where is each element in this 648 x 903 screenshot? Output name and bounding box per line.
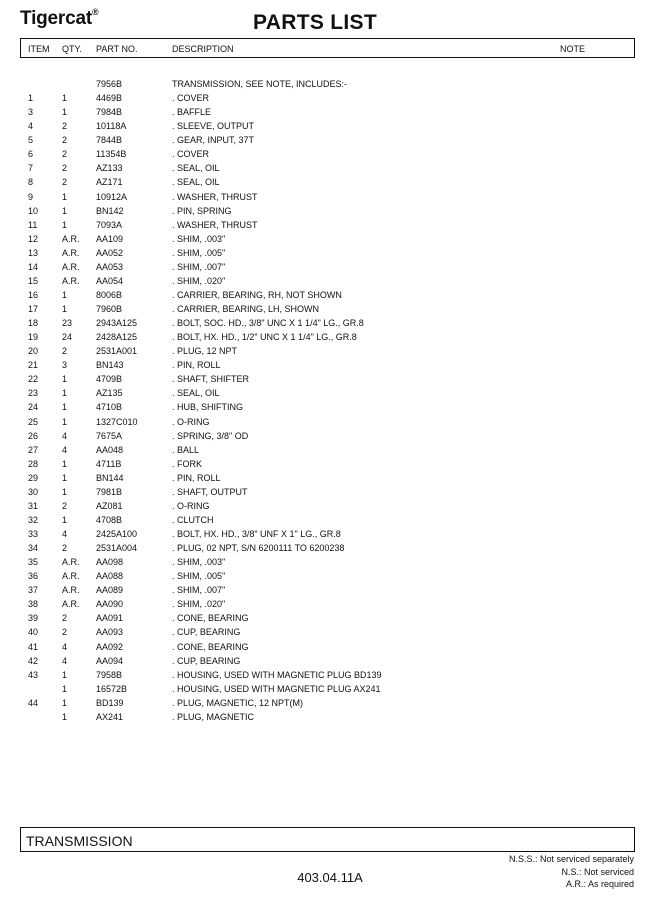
part-number: 2531A001 — [96, 346, 138, 357]
item-number: 42 — [28, 655, 39, 666]
description: . O-RING — [172, 500, 210, 511]
table-row — [0, 541, 648, 555]
part-number: AA109 — [96, 233, 124, 244]
item-number: 8 — [28, 177, 34, 188]
description: . PIN, ROLL — [172, 360, 221, 371]
quantity: A.R. — [62, 571, 80, 582]
item-number: 29 — [28, 472, 39, 483]
part-number: BN143 — [96, 360, 124, 371]
table-row — [0, 77, 648, 91]
quantity: 4 — [62, 444, 68, 455]
description: . CONE, BEARING — [172, 641, 249, 652]
column-header — [20, 38, 635, 58]
item-number: 11 — [28, 219, 38, 230]
item-number: 38 — [28, 599, 39, 610]
table-row — [0, 415, 648, 429]
description: . SHIM, .007" — [172, 585, 226, 596]
part-number: AA088 — [96, 571, 124, 582]
item-number: 20 — [28, 346, 39, 357]
item-number: 6 — [28, 149, 34, 160]
item-number: 1 — [28, 93, 34, 104]
legend-ar: A.R.: As required — [565, 879, 634, 889]
table-row — [0, 640, 648, 654]
description: . SHIM, .020" — [172, 599, 226, 610]
table-row — [0, 597, 648, 611]
table-row — [0, 119, 648, 133]
part-number: 16572B — [96, 683, 128, 694]
description: . HUB, SHIFTING — [172, 402, 244, 413]
quantity: 2 — [62, 500, 68, 511]
description: . SPRING, 3/8" OD — [172, 430, 249, 441]
table-row — [0, 316, 648, 330]
column-header-note: NOTE — [560, 44, 586, 54]
description: . SEAL, OIL — [172, 177, 220, 188]
table-row — [0, 611, 648, 625]
item-number: 39 — [28, 613, 39, 624]
description: . SHIM, .007" — [172, 261, 226, 272]
table-row — [0, 499, 648, 513]
description: . CLUTCH — [172, 514, 214, 525]
part-number: AA098 — [96, 557, 124, 568]
quantity: A.R. — [62, 275, 80, 286]
item-number: 35 — [28, 557, 39, 568]
legend-ns: N.S.: Not serviced — [561, 866, 634, 877]
quantity: 2 — [62, 627, 68, 638]
item-number: 32 — [28, 514, 39, 525]
table-row — [0, 358, 648, 372]
part-number: BN144 — [96, 472, 124, 483]
item-number: 21 — [28, 360, 39, 371]
item-number: 17 — [28, 304, 39, 314]
quantity: 4 — [62, 430, 68, 441]
item-number: 41 — [28, 641, 39, 652]
table-row — [0, 105, 648, 119]
table-row — [0, 625, 648, 639]
item-number: 4 — [28, 121, 34, 132]
description: . O-RING — [172, 416, 210, 427]
quantity: 1 — [62, 486, 68, 497]
part-number: 8006B — [96, 289, 123, 300]
description: . COVER — [172, 149, 210, 160]
column-header-item: ITEM — [28, 44, 50, 54]
table-row — [0, 204, 648, 218]
description: . BOLT, HX. HD., 1/2" UNC X 1 1/4" LG., GR.8 — [172, 332, 357, 343]
quantity: 3 — [62, 360, 68, 371]
section-title-box — [20, 827, 635, 852]
description: . SEAL, OIL — [172, 388, 220, 399]
part-number: AA093 — [96, 627, 124, 638]
quantity: 1 — [62, 711, 68, 722]
item-number: 37 — [28, 585, 39, 596]
description: . PIN, ROLL — [172, 472, 221, 483]
part-number: 7981B — [96, 486, 123, 497]
quantity: 1 — [62, 458, 68, 469]
item-number: 31 — [28, 500, 39, 511]
table-row — [0, 260, 648, 274]
description: . CARRIER, BEARING, LH, SHOWN — [172, 304, 320, 314]
part-number: AZ133 — [96, 163, 123, 174]
part-number: AZ171 — [96, 177, 123, 188]
item-number: 18 — [28, 318, 39, 329]
table-row — [0, 513, 648, 527]
table-row — [0, 330, 648, 344]
quantity: 1 — [62, 374, 68, 385]
description: . BOLT, HX. HD., 3/8" UNF X 1" LG., GR.8 — [172, 529, 341, 539]
column-header-part-no: PART NO. — [96, 44, 138, 54]
item-number: 23 — [28, 388, 39, 399]
quantity: 4 — [62, 641, 68, 652]
part-number: 2428A125 — [96, 332, 138, 343]
table-row — [0, 175, 648, 189]
table-row — [0, 583, 648, 597]
table-row — [0, 668, 648, 682]
item-number: 5 — [28, 135, 34, 146]
description: . WASHER, THRUST — [172, 219, 258, 230]
description: . BALL — [172, 444, 200, 455]
table-row — [0, 443, 648, 457]
column-header-qty: QTY. — [62, 44, 82, 54]
item-number: 9 — [28, 191, 34, 202]
column-header-description: DESCRIPTION — [172, 44, 234, 54]
description: . SHIM, .003" — [172, 233, 226, 244]
quantity: 2 — [62, 613, 68, 624]
item-number: 24 — [28, 402, 39, 413]
quantity: 4 — [62, 529, 68, 539]
description: . CUP, BEARING — [172, 627, 241, 638]
description: . BOLT, SOC. HD., 3/8" UNC X 1 1/4" LG., GR.8 — [172, 318, 364, 329]
quantity: 24 — [62, 332, 73, 343]
table-row — [0, 288, 648, 302]
table-row — [0, 485, 648, 499]
quantity: 1 — [62, 219, 68, 230]
description: . PLUG, 12 NPT — [172, 346, 238, 357]
part-number: 7960B — [96, 304, 123, 314]
part-number: 2943A125 — [96, 318, 138, 329]
description: . HOUSING, USED WITH MAGNETIC PLUG AX241 — [172, 683, 381, 694]
table-row — [0, 161, 648, 175]
part-number: AA089 — [96, 585, 124, 596]
item-number: 34 — [28, 543, 39, 554]
item-number: 27 — [28, 444, 39, 455]
quantity: 23 — [62, 318, 73, 329]
description: . BAFFLE — [172, 107, 212, 118]
table-row — [0, 91, 648, 105]
part-number: AA090 — [96, 599, 124, 610]
quantity: 1 — [62, 304, 68, 314]
table-row — [0, 555, 648, 569]
table-row — [0, 274, 648, 288]
part-number: 4469B — [96, 93, 123, 104]
part-number: 7675A — [96, 430, 123, 441]
item-number: 26 — [28, 430, 39, 441]
part-number: AA091 — [96, 613, 124, 624]
description: . PIN, SPRING — [172, 205, 232, 216]
section-title: TRANSMISSION — [26, 833, 133, 849]
quantity: 2 — [62, 163, 68, 174]
table-row — [0, 527, 648, 541]
item-number: 33 — [28, 529, 39, 539]
description: . SHIM, .003" — [172, 557, 226, 568]
quantity: 2 — [62, 177, 68, 188]
quantity: 1 — [62, 388, 68, 399]
description: . HOUSING, USED WITH MAGNETIC PLUG BD139 — [172, 669, 382, 680]
part-number: 10912A — [96, 191, 128, 202]
quantity: 2 — [62, 121, 68, 132]
quantity: A.R. — [62, 599, 80, 610]
description: . SHIM, .020" — [172, 275, 226, 286]
part-number: 7956B — [96, 79, 123, 89]
table-row — [0, 457, 648, 471]
parts-table — [0, 77, 648, 724]
part-number: 4708B — [96, 514, 123, 525]
description: . CUP, BEARING — [172, 655, 241, 666]
quantity: 1 — [62, 514, 68, 525]
quantity: 1 — [62, 289, 68, 300]
table-row — [0, 232, 648, 246]
part-number: BD139 — [96, 697, 124, 708]
description: . COVER — [172, 93, 210, 104]
item-number: 15 — [28, 275, 39, 286]
quantity: 1 — [62, 472, 68, 483]
quantity: 2 — [62, 149, 68, 160]
table-row — [0, 682, 648, 696]
part-number: 7093A — [96, 219, 123, 230]
item-number: 14 — [28, 261, 39, 272]
table-row — [0, 218, 648, 232]
table-row — [0, 471, 648, 485]
part-number: 7958B — [96, 669, 123, 680]
part-number: AZ135 — [96, 388, 123, 399]
description: . SLEEVE, OUTPUT — [172, 121, 255, 132]
table-row — [0, 147, 648, 161]
item-number: 43 — [28, 669, 39, 680]
part-number: AA052 — [96, 247, 124, 258]
item-number: 25 — [28, 416, 39, 427]
part-number: AA092 — [96, 641, 124, 652]
part-number: 2425A100 — [96, 529, 138, 539]
registered-mark: ® — [91, 6, 99, 17]
part-number: 7984B — [96, 107, 123, 118]
page-title: PARTS LIST — [253, 11, 377, 34]
description: . PLUG, 02 NPT, S/N 6200111 TO 6200238 — [172, 543, 345, 554]
quantity: 1 — [62, 697, 68, 708]
table-row — [0, 696, 648, 710]
item-number: 44 — [28, 697, 39, 708]
description: . SHAFT, SHIFTER — [172, 374, 250, 385]
description: . GEAR, INPUT, 37T — [172, 135, 255, 146]
quantity: A.R. — [62, 247, 80, 258]
part-number: 4710B — [96, 402, 123, 413]
legend-nss: N.S.S.: Not serviced separately — [508, 854, 634, 864]
part-number: 11354B — [96, 149, 127, 160]
description: . SHAFT, OUTPUT — [172, 486, 248, 497]
part-number: 1327C010 — [96, 416, 138, 427]
description: . SHIM, .005" — [172, 571, 226, 582]
table-row — [0, 190, 648, 204]
part-number: BN142 — [96, 205, 124, 216]
table-row — [0, 246, 648, 260]
page-number: 403.04.11A — [297, 870, 363, 885]
quantity: A.R. — [62, 233, 80, 244]
item-number: 12 — [28, 233, 39, 244]
quantity: 1 — [62, 402, 68, 413]
item-number: 22 — [28, 374, 39, 385]
quantity: 1 — [62, 107, 68, 118]
description: . WASHER, THRUST — [172, 191, 258, 202]
description: . PLUG, MAGNETIC, 12 NPT(M) — [172, 697, 304, 708]
abbreviation-legend — [509, 853, 634, 891]
quantity: 2 — [62, 346, 68, 357]
part-number: AX241 — [96, 711, 124, 722]
part-number: AZ081 — [96, 500, 123, 511]
table-row — [0, 569, 648, 583]
part-number: 7844B — [96, 135, 123, 146]
description: . PLUG, MAGNETIC — [172, 711, 255, 722]
item-number: 16 — [28, 289, 39, 300]
table-row — [0, 429, 648, 443]
description: . CONE, BEARING — [172, 613, 249, 624]
part-number: 4709B — [96, 374, 123, 385]
item-number: 40 — [28, 627, 39, 638]
description: . SEAL, OIL — [172, 163, 220, 174]
table-row — [0, 344, 648, 358]
item-number: 19 — [28, 332, 39, 343]
part-number: AA048 — [96, 444, 124, 455]
quantity: 1 — [62, 93, 68, 104]
quantity: 2 — [62, 543, 68, 554]
quantity: A.R. — [62, 585, 80, 596]
table-row — [0, 372, 648, 386]
part-number: AA094 — [96, 655, 124, 666]
quantity: 1 — [62, 683, 68, 694]
table-row — [0, 386, 648, 400]
description: . FORK — [172, 458, 203, 469]
part-number: AA053 — [96, 261, 124, 272]
item-number: 30 — [28, 486, 39, 497]
quantity: 1 — [62, 205, 68, 216]
item-number: 36 — [28, 571, 39, 582]
description: TRANSMISSION, SEE NOTE, INCLUDES:- — [172, 79, 348, 89]
quantity: A.R. — [62, 557, 80, 568]
item-number: 28 — [28, 458, 39, 469]
quantity: 1 — [62, 669, 68, 680]
table-row — [0, 400, 648, 414]
quantity: A.R. — [62, 261, 80, 272]
description: . CARRIER, BEARING, RH, NOT SHOWN — [172, 289, 342, 300]
item-number: 13 — [28, 247, 39, 258]
brand-name: Tigercat — [20, 8, 92, 29]
quantity: 1 — [62, 191, 68, 202]
description: . SHIM, .005" — [172, 247, 226, 258]
part-number: 4711B — [96, 458, 122, 469]
item-number: 3 — [28, 107, 34, 118]
part-number: AA054 — [96, 275, 124, 286]
part-number: 10118A — [96, 121, 127, 132]
table-row — [0, 302, 648, 316]
quantity: 4 — [62, 655, 68, 666]
item-number: 10 — [28, 205, 39, 216]
table-row — [0, 654, 648, 668]
quantity: 2 — [62, 135, 68, 146]
part-number: 2531A004 — [96, 543, 138, 554]
table-row — [0, 133, 648, 147]
item-number: 7 — [28, 163, 34, 174]
table-row — [0, 710, 648, 724]
quantity: 1 — [62, 416, 68, 427]
